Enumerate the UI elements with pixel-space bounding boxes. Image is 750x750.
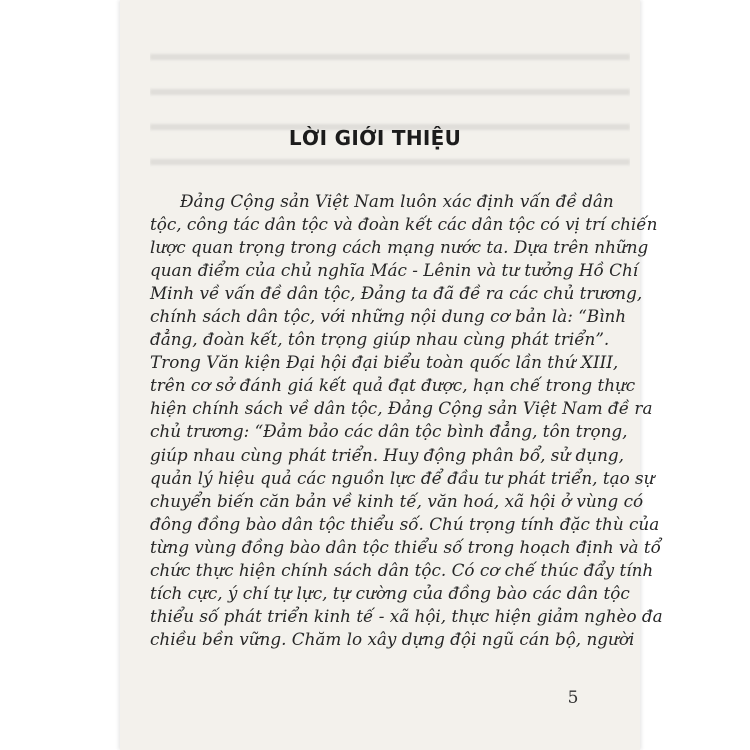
paragraph-line: đông đồng bào dân tộc thiểu số. Chú trọng tính đặc thù của — [150, 513, 660, 534]
paragraph-line: chuyển biến căn bản về kinh tế, văn hoá, xã hội ở vùng có — [150, 490, 644, 511]
paragraph-line: chủ trương: “Đảm bảo các dân tộc bình đẳng, tôn trọng, — [150, 421, 628, 442]
paragraph-line: tộc, công tác dân tộc và đoàn kết các dân tộc có vị trí chiến — [150, 214, 658, 235]
body-paragraph — [150, 190, 663, 651]
page-number: 5 — [567, 688, 579, 708]
paragraph-line: thiểu số phát triển kinh tế - xã hội, thực hiện giảm nghèo đa — [150, 605, 663, 626]
paragraph-line: giúp nhau cùng phát triển. Huy động phân bổ, sử dụng, — [150, 444, 624, 465]
paragraph-line: từng vùng đồng bào dân tộc thiểu số trong hoạch định và tổ — [150, 536, 661, 557]
paragraph-line: Minh về vấn đề dân tộc, Đảng ta đã đề ra các chủ trương, — [150, 283, 643, 304]
paragraph-line: tích cực, ý chí tự lực, tự cường của đồng bào các dân tộc — [150, 582, 630, 603]
page-title: LỜI GIỚI THIỆU — [288, 126, 462, 150]
paragraph-line: quản lý hiệu quả các nguồn lực để đầu tư phát triển, tạo sự — [150, 467, 655, 488]
paragraph-line: chính sách dân tộc, với những nội dung cơ bản là: “Bình — [150, 306, 627, 327]
paragraph-line: hiện chính sách về dân tộc, Đảng Cộng sản Việt Nam đề ra — [150, 398, 653, 419]
paragraph-line: trên cơ sở đánh giá kết quả đạt được, hạn chế trong thực — [150, 375, 636, 396]
paragraph-line: Trong Văn kiện Đại hội đại biểu toàn quốc lần thứ XIII, — [150, 352, 619, 373]
paragraph-line: Đảng Cộng sản Việt Nam luôn xác định vấn đề dân — [180, 191, 614, 211]
paragraph-line: lược quan trọng trong cách mạng nước ta. Dựa trên những — [150, 237, 649, 258]
paragraph-line: chiều bền vững. Chăm lo xây dựng đội ngũ cán bộ, người — [150, 628, 635, 649]
paragraph-line: đẳng, đoàn kết, tôn trọng giúp nhau cùng phát triển”. — [150, 329, 610, 350]
paragraph-line: quan điểm của chủ nghĩa Mác - Lênin và tư tưởng Hồ Chí — [150, 260, 639, 281]
paragraph-line: chức thực hiện chính sách dân tộc. Có cơ chế thúc đẩy tính — [150, 559, 654, 580]
